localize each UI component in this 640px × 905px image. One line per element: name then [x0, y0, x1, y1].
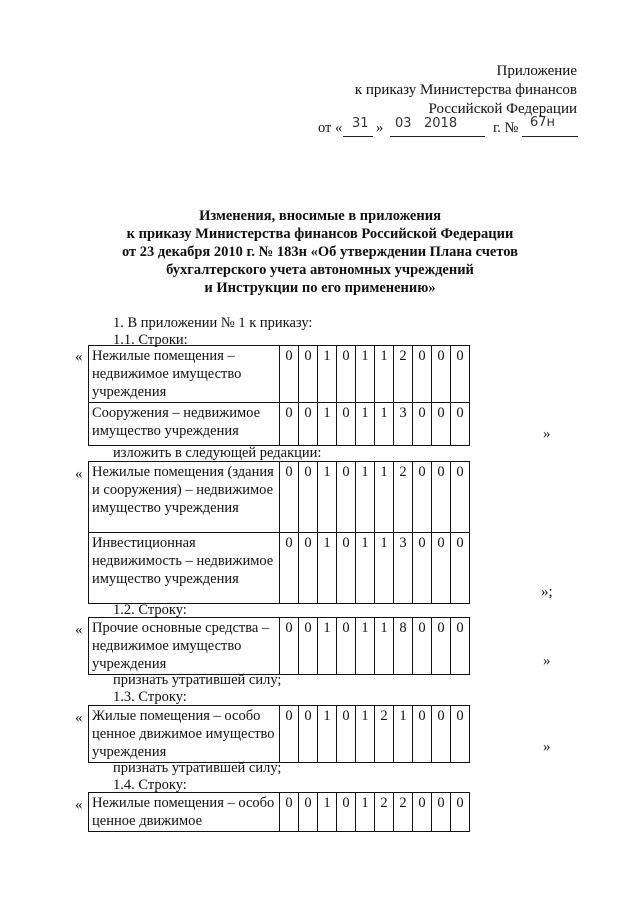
code-digit: 1: [375, 618, 394, 675]
code-digit: 0: [432, 618, 451, 675]
subsection-1-1: 1.1. Строки:: [113, 332, 188, 348]
table-row: [89, 706, 470, 763]
code-digit: 1: [318, 346, 337, 403]
open-quote-5: «: [75, 797, 83, 813]
code-digit: 0: [451, 403, 470, 446]
subsection-1-4: 1.4. Строку:: [113, 777, 187, 793]
code-digit: 1: [318, 793, 337, 832]
close-quote-3: »: [543, 653, 551, 669]
invalid-text-2: признать утратившей силу;: [113, 760, 282, 776]
open-quote-2: «: [75, 466, 83, 482]
account-name: Инвестиционная недвижимость – недвижимое имущество учреждения: [89, 533, 280, 604]
account-name: Нежилые помещения – особо ценное движимое: [89, 793, 280, 832]
code-digit: 0: [413, 403, 432, 446]
code-digit: 0: [432, 462, 451, 533]
code-digit: 0: [280, 403, 299, 446]
code-digit: 0: [337, 462, 356, 533]
code-digit: 0: [299, 618, 318, 675]
account-name: Нежилые помещения (здания и сооружения) – недвижимое имущество учреждения: [89, 462, 280, 533]
code-digit: 0: [451, 618, 470, 675]
code-digit: 0: [413, 346, 432, 403]
paragraph-1: 1. В приложении № 1 к приказу:: [113, 315, 313, 331]
title-line-2: к приказу Министерства финансов Российской Федерации: [126, 226, 514, 242]
code-digit: 1: [356, 346, 375, 403]
code-digit: 2: [375, 793, 394, 832]
account-table-5: [88, 792, 470, 832]
table-row: [89, 533, 470, 604]
code-digit: 2: [375, 706, 394, 763]
code-digit: 0: [337, 533, 356, 604]
table-row: [89, 462, 470, 533]
table-row: [89, 618, 470, 675]
account-name: Сооружения – недвижимое имущество учреждения: [89, 403, 280, 446]
subsection-1-2: 1.2. Строку:: [113, 602, 187, 618]
replace-text: изложить в следующей редакции:: [113, 445, 322, 461]
code-digit: 1: [318, 618, 337, 675]
code-digit: 0: [337, 618, 356, 675]
code-digit: 0: [451, 533, 470, 604]
title-line-4: бухгалтерского учета автономных учреждений: [166, 262, 474, 278]
table-row: [89, 403, 470, 446]
code-digit: 0: [280, 533, 299, 604]
code-digit: 1: [356, 793, 375, 832]
date-year-suffix: г. №: [493, 120, 519, 136]
code-digit: 0: [432, 706, 451, 763]
date-prefix: от «: [318, 120, 343, 136]
code-digit: 1: [318, 533, 337, 604]
code-digit: 0: [299, 403, 318, 446]
code-digit: 0: [280, 618, 299, 675]
code-digit: 1: [318, 706, 337, 763]
code-digit: 0: [432, 346, 451, 403]
account-table-2: [88, 461, 470, 604]
number-underline: [522, 136, 578, 137]
code-digit: 1: [318, 462, 337, 533]
code-digit: 0: [432, 533, 451, 604]
close-quote-1: »: [543, 426, 551, 442]
code-digit: 0: [280, 793, 299, 832]
code-digit: 0: [299, 793, 318, 832]
code-digit: 2: [394, 462, 413, 533]
title-line-3: от 23 декабря 2010 г. № 183н «Об утверждении Плана счетов: [121, 244, 518, 260]
code-digit: 0: [280, 346, 299, 403]
code-digit: 8: [394, 618, 413, 675]
code-digit: 1: [375, 533, 394, 604]
account-name: Нежилые помещения – недвижимое имущество учреждения: [89, 346, 280, 403]
code-digit: 0: [337, 346, 356, 403]
table-row: [89, 346, 470, 403]
date-day: 31: [352, 116, 369, 131]
code-digit: 0: [413, 462, 432, 533]
code-digit: 1: [375, 462, 394, 533]
code-digit: 0: [337, 706, 356, 763]
code-digit: 1: [356, 462, 375, 533]
code-digit: 2: [394, 793, 413, 832]
code-digit: 0: [337, 793, 356, 832]
month-year-underline: [390, 136, 485, 137]
close-quote-2: »;: [541, 584, 553, 600]
code-digit: 0: [451, 346, 470, 403]
account-table-4: [88, 705, 470, 763]
invalid-text-1: признать утратившей силу;: [113, 672, 282, 688]
close-quote-4: »: [543, 739, 551, 755]
code-digit: 3: [394, 533, 413, 604]
code-digit: 0: [299, 706, 318, 763]
code-digit: 0: [299, 533, 318, 604]
code-digit: 0: [451, 706, 470, 763]
account-name: Жилые помещения – особо ценное движимое имущество учреждения: [89, 706, 280, 763]
date-year: 2018: [424, 116, 458, 131]
code-digit: 1: [394, 706, 413, 763]
code-digit: 0: [299, 346, 318, 403]
code-digit: 1: [318, 403, 337, 446]
code-digit: 0: [280, 462, 299, 533]
code-digit: 0: [451, 462, 470, 533]
code-digit: 0: [413, 618, 432, 675]
title-line-5: и Инструкции по его применению»: [204, 280, 436, 296]
code-digit: 0: [432, 793, 451, 832]
code-digit: 2: [394, 346, 413, 403]
code-digit: 0: [280, 706, 299, 763]
code-digit: 0: [413, 706, 432, 763]
open-quote-4: «: [75, 710, 83, 726]
code-digit: 1: [356, 403, 375, 446]
header-order-line: к приказу Министерства финансов: [354, 82, 577, 98]
open-quote-1: «: [75, 349, 83, 365]
header-federation-line: Российской Федерации: [428, 101, 577, 117]
date-month: 03: [395, 116, 412, 131]
header-appendix: Приложение: [496, 63, 577, 79]
code-digit: 0: [299, 462, 318, 533]
order-number: 67н: [530, 115, 556, 130]
code-digit: 1: [356, 618, 375, 675]
title-line-1: Изменения, вносимые в приложения: [199, 208, 441, 224]
date-quote-close: »: [376, 120, 384, 136]
code-digit: 3: [394, 403, 413, 446]
code-digit: 0: [413, 533, 432, 604]
code-digit: 0: [451, 793, 470, 832]
table-row: [89, 793, 470, 832]
code-digit: 1: [356, 706, 375, 763]
account-table-3: [88, 617, 470, 675]
account-table-1: [88, 345, 470, 446]
code-digit: 1: [356, 533, 375, 604]
open-quote-3: «: [75, 622, 83, 638]
code-digit: 0: [432, 403, 451, 446]
code-digit: 0: [337, 403, 356, 446]
day-underline: [343, 136, 373, 137]
code-digit: 0: [413, 793, 432, 832]
code-digit: 1: [375, 346, 394, 403]
code-digit: 1: [375, 403, 394, 446]
account-name: Прочие основные средства – недвижимое имущество учреждения: [89, 618, 280, 675]
subsection-1-3: 1.3. Строку:: [113, 689, 187, 705]
